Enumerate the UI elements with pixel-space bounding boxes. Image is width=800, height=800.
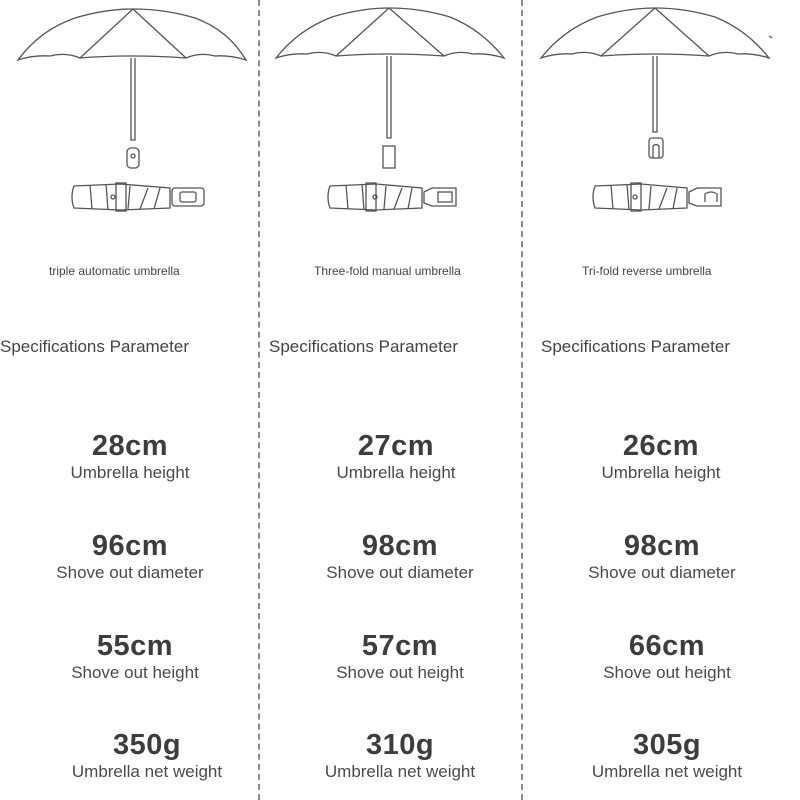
- spec-title: Specifications Parameter: [269, 337, 458, 356]
- spec-label: Shove out diameter: [588, 563, 736, 582]
- spec-shove-height: [15, 630, 255, 684]
- column-reverse: [525, 0, 800, 800]
- spec-label: Shove out height: [71, 663, 199, 682]
- spec-label: Umbrella height: [336, 463, 456, 482]
- spec-height: [276, 430, 516, 484]
- spec-weight: [27, 729, 267, 783]
- spec-label: Shove out height: [603, 663, 731, 682]
- spec-label: Umbrella net weight: [591, 762, 743, 781]
- spec-label: Umbrella net weight: [324, 762, 476, 781]
- spec-label: Umbrella net weight: [71, 762, 223, 781]
- spec-diameter: [10, 530, 250, 584]
- spec-label: Umbrella height: [601, 463, 721, 482]
- spec-value: 98cm: [623, 530, 701, 562]
- spec-value: 26cm: [622, 430, 700, 462]
- column-divider: [258, 0, 260, 800]
- spec-value: 57cm: [361, 630, 439, 662]
- spec-value: 55cm: [96, 630, 174, 662]
- column-automatic: [0, 0, 258, 800]
- spec-shove-height: [547, 630, 787, 684]
- column-manual: [262, 0, 520, 800]
- spec-value: 350g: [112, 729, 182, 761]
- spec-height: [541, 430, 781, 484]
- spec-value: 66cm: [628, 630, 706, 662]
- spec-value: 96cm: [91, 530, 169, 562]
- model-name: triple automatic umbrella: [49, 264, 180, 278]
- spec-title: Specifications Parameter: [541, 337, 730, 356]
- spec-value: 305g: [632, 729, 702, 761]
- spec-height: [10, 430, 250, 484]
- spec-diameter: [542, 530, 782, 584]
- spec-label: Shove out height: [336, 663, 464, 682]
- column-divider: [521, 0, 523, 800]
- model-name: Tri-fold reverse umbrella: [582, 264, 712, 278]
- spec-label: Shove out diameter: [326, 563, 474, 582]
- spec-label: Shove out diameter: [56, 563, 204, 582]
- spec-value: 98cm: [361, 530, 439, 562]
- spec-diameter: [280, 530, 520, 584]
- spec-weight: [547, 729, 787, 783]
- spec-value: 310g: [365, 729, 435, 761]
- umbrella-open-icon: [0, 0, 258, 220]
- spec-weight: [280, 729, 520, 783]
- spec-value: 27cm: [357, 430, 435, 462]
- spec-title: Specifications Parameter: [0, 337, 189, 356]
- spec-label: Umbrella height: [70, 463, 190, 482]
- umbrella-open-icon: [525, 0, 800, 220]
- spec-value: 28cm: [91, 430, 169, 462]
- spec-shove-height: [280, 630, 520, 684]
- umbrella-open-icon: [262, 0, 520, 220]
- model-name: Three-fold manual umbrella: [314, 264, 461, 278]
